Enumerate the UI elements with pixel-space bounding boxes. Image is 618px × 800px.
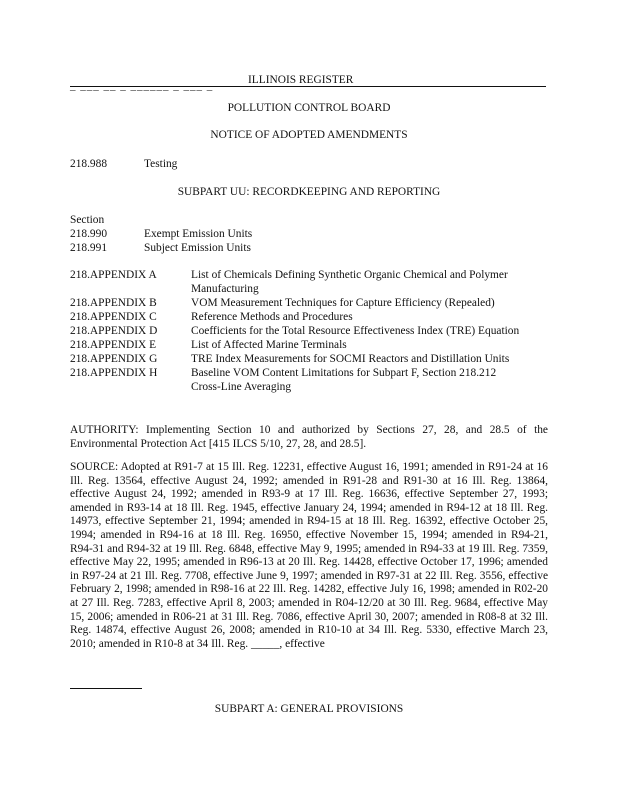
- source-paragraph: SOURCE: Adopted at R91-7 at 15 Ill. Reg. 12231, effective August 16, 1991; amended in R91-24 at 16 Ill. Reg. 13564, effective August 24, 1992; amended in R91-28 and R91-30 at 16 Ill. Reg. 13864, effective August 24, 1992; amended in R93-9 at 17 Ill. Reg. 16636, effective September 27, 1993; amended in R93-14 at 18 Ill. Reg. 1945, effective January 24, 1994; amended in R94-12 at 18 Ill. Reg. 14973, effective September 21, 1994; amended in R94-15 at 18 Ill. Reg. 16392, effective October 25, 1994; amended in R94-16 at 18 Ill. Reg. 16950, effective November 15, 1994; amended in R94-21, R94-31 and R94-32 at 19 Ill. Reg. 6848, effective May 9, 1995; amended in R94-33 at 19 Ill. Reg. 7359, effective May 22, 1995; amended in R96-13 at 20 Ill. Reg. 14428, effective October 17, 1996; amended in R97-24 at 21 Ill. Reg. 7708, effective June 9, 1997; amended in R97-31 at 22 Ill. Reg. 3556, effective February 2, 1998; amended in R98-16 at 22 Ill. Reg. 14282, effective July 16, 1998; amended in R02-20 at 27 Ill. Reg. 7283, effective April 8, 2003; amended in R04-12/20 at 30 Ill. Reg. 9684, effective May 15, 2006; amended in R06-21 at 31 Ill. Reg. 7086, effective April 30, 2007; amended in R08-8 at 32 Ill. Reg. 14874, effective August 26, 2008; amended in R10-10 at 34 Ill. Reg. 5330, effective March 23, 2010; amended in R10-8 at 34 Ill. Reg. _____, effective: [70, 461, 548, 650]
- appendix-title: Reference Methods and Procedures: [191, 311, 353, 323]
- section-number: 218.991: [70, 242, 108, 254]
- appendix-number: 218.APPENDIX B: [70, 297, 157, 309]
- appendix-title: List of Chemicals Defining Synthetic Organic Chemical and Polymer: [191, 269, 508, 281]
- subpart-a-heading: SUBPART A: GENERAL PROVISIONS: [214, 703, 404, 715]
- appendix-title: Cross-Line Averaging: [191, 381, 292, 393]
- appendix-number: 218.APPENDIX E: [70, 339, 157, 351]
- appendix-title: Manufacturing: [191, 283, 259, 295]
- appendix-number: 218.APPENDIX H: [70, 367, 158, 379]
- appendix-number: 218.APPENDIX C: [70, 311, 157, 323]
- section-title: Exempt Emission Units: [144, 228, 253, 240]
- register-title: ILLINOIS REGISTER: [248, 74, 354, 86]
- appendix-number: 218.APPENDIX A: [70, 269, 157, 281]
- testing-title: Testing: [144, 158, 178, 170]
- appendix-title: Baseline VOM Content Limitations for Subpart F, Section 218.212: [191, 367, 497, 379]
- section-title: Subject Emission Units: [144, 242, 251, 254]
- testing-number: 218.988: [70, 158, 108, 170]
- board-title: POLLUTION CONTROL BOARD: [227, 102, 391, 114]
- appendix-title: VOM Measurement Techniques for Capture Efficiency (Repealed): [191, 297, 495, 309]
- header-rule: [70, 86, 546, 87]
- section-number: 218.990: [70, 228, 108, 240]
- footnote-rule: [70, 688, 142, 689]
- header-leading-marks: _ ___ __ _ ______ _ ___ _: [70, 80, 214, 92]
- appendix-title: Coefficients for the Total Resource Effectiveness Index (TRE) Equation: [191, 325, 520, 337]
- subpart-uu-heading: SUBPART UU: RECORDKEEPING AND REPORTING: [177, 186, 441, 198]
- appendix-number: 218.APPENDIX G: [70, 353, 158, 365]
- appendix-number: 218.APPENDIX D: [70, 325, 158, 337]
- authority-paragraph: AUTHORITY: Implementing Section 10 and authorized by Sections 27, 28, and 28.5 of the Environmental Protection Act [415 ILCS 5/10, 27, 28, and 28.5].: [70, 424, 548, 450]
- appendix-title: TRE Index Measurements for SOCMI Reactors and Distillation Units: [191, 353, 510, 365]
- notice-title: NOTICE OF ADOPTED AMENDMENTS: [210, 129, 408, 141]
- appendix-title: List of Affected Marine Terminals: [191, 339, 347, 351]
- section-heading: Section: [70, 214, 105, 226]
